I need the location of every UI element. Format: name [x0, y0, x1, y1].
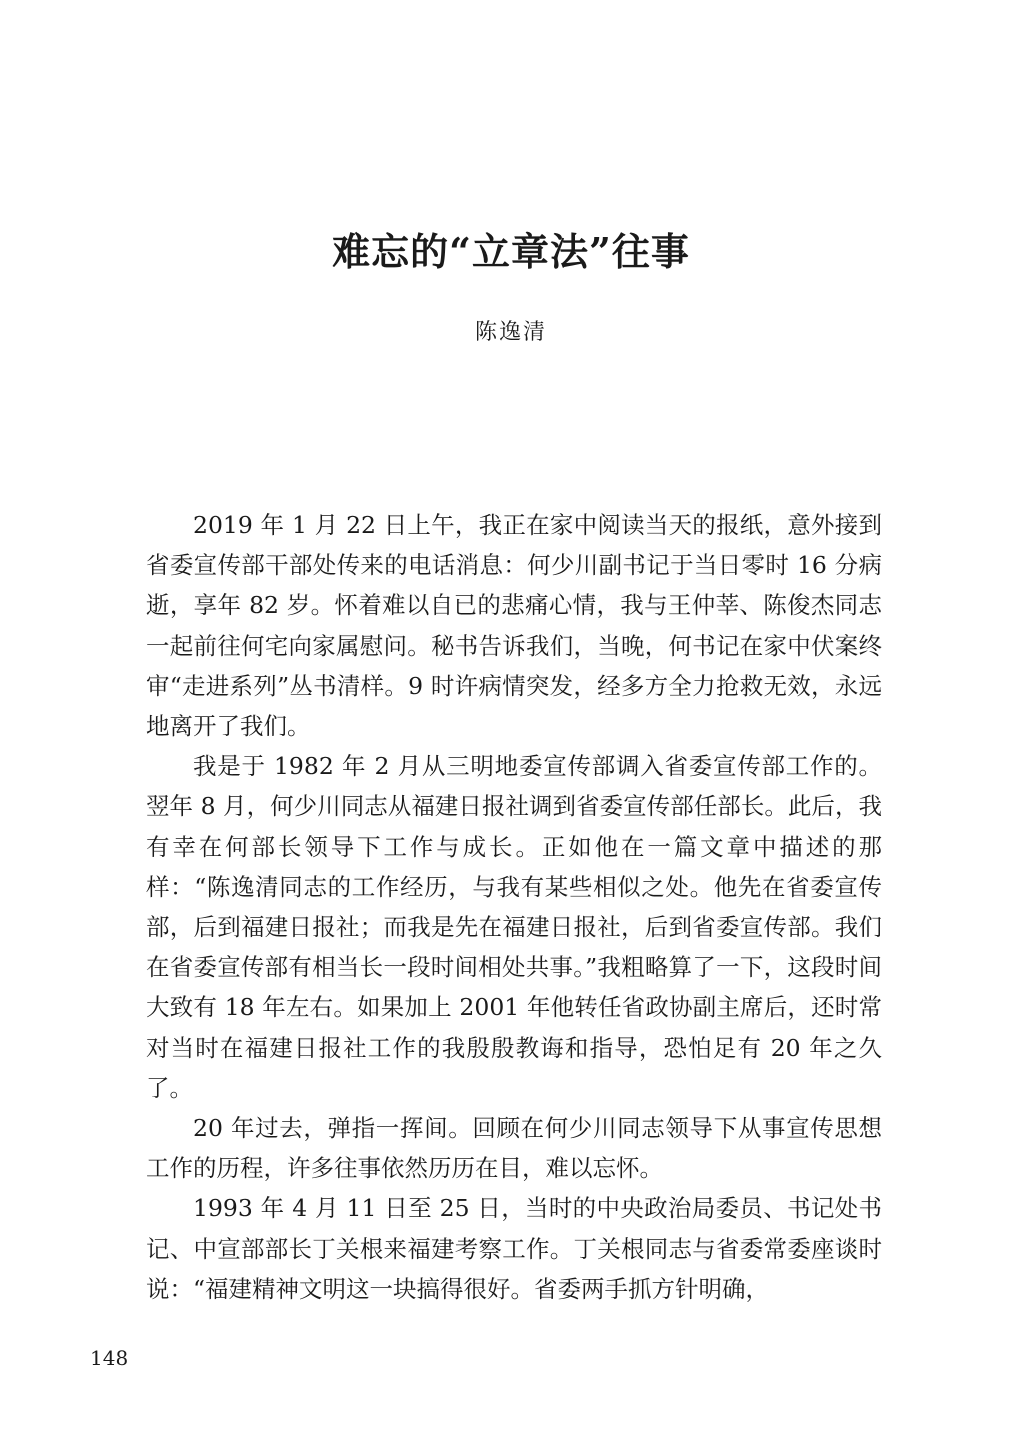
paragraph: 20 年过去，弹指一挥间。回顾在何少川同志领导下从事宣传思想工作的历程，许多往事依然历历在目，难以忘怀。	[146, 1114, 882, 1183]
paragraph: 1993 年 4 月 11 日至 25 日，当时的中央政治局委员、书记处书记、中宣部部长丁关根来福建考察工作。丁关根同志与省委常委座谈时说：“福建精神文明这一块搞得很好。省委两手抓方针明确，	[146, 1194, 882, 1303]
article-title: 难忘的“立章法”往事	[332, 229, 690, 274]
paragraph: 我是于 1982 年 2 月从三明地委宣传部调入省委宣传部工作的。翌年 8 月，何少川同志从福建日报社调到省委宣传部任部长。此后，我有幸在何部长领导下工作与成长。正如他在一篇文章中描述的那样：“陈逸清同志的工作经历，与我有某些相似之处。他先在省委宣传部，后到福建日报社；而我是先在福建日报社，后到省委宣传部。我们在省委宣传部有相当长一段时间相处共事。”我粗略算了一下，这段时间大致有 18 年左右。如果加上 2001 年他转任省政协副主席后，还时常对当时在福建日报社工作的我殷殷教诲和指导，恐怕足有 20 年之久了。	[146, 752, 882, 1102]
paragraph: 2019 年 1 月 22 日上午，我正在家中阅读当天的报纸，意外接到省委宣传部干部处传来的电话消息：何少川副书记于当日零时 16 分病逝，享年 82 岁。怀着难以自已的悲痛心情，我与王仲莘、陈俊杰同志一起前往何宅向家属慰问。秘书告诉我们，当晚，何书记在家中伏案终审“走进系列”丛书清样。9 时许病情突发，经多方全力抢救无效，永远地离开了我们。	[146, 511, 882, 741]
page-number: 148	[90, 1346, 129, 1370]
article-body	[146, 505, 882, 1309]
article-author: 陈逸清	[474, 320, 547, 345]
